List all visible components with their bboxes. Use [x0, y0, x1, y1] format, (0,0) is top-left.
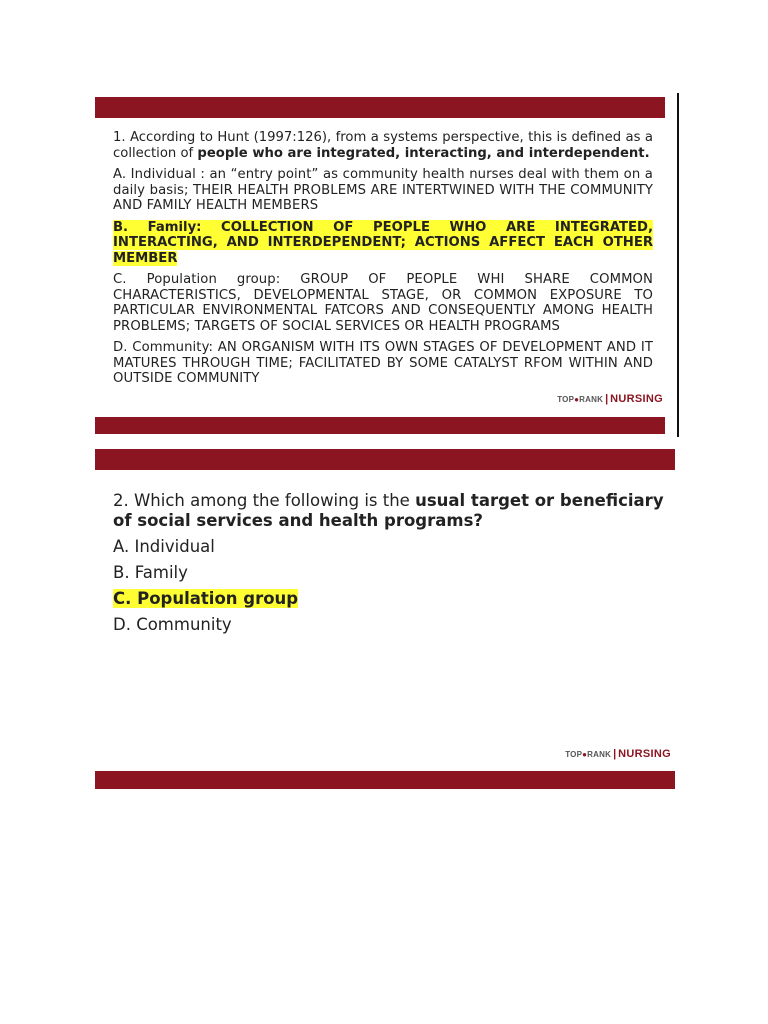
- option-c-answer: C. Population group: [113, 589, 299, 608]
- question-2-text: 2. Which among the following is the usual target or beneficiary of social services and health programs?: [113, 491, 664, 530]
- toprank-nursing-logo: TOP ● RANK | NURSING: [557, 393, 663, 405]
- option-a: A. Individual : an “entry point” as community health nurses deal with them on a daily basis; THEIR HEALTH PROBLEMS ARE INTERTWINED WITH THE COMMUNITY AND FAMILY HEALTH MEMBERS: [113, 167, 653, 213]
- slide-question-1: [95, 97, 665, 437]
- slide-footer-bar: [95, 417, 665, 434]
- question-1-text: 1. According to Hunt (1997:126), from a systems perspective, this is defined as a collection of people who are integrated, interacting, and interdependent.: [113, 130, 653, 161]
- slide-footer-bar: [95, 771, 675, 789]
- option-a: A. Individual: [113, 537, 215, 556]
- toprank-nursing-logo: TOP ● RANK | NURSING: [565, 748, 671, 760]
- question-1-content: [113, 130, 653, 393]
- question-2-content: [113, 491, 673, 641]
- slide-header-bar: [95, 449, 675, 470]
- option-d: D. Community: AN ORGANISM WITH ITS OWN STAGES OF DEVELOPMENT AND IT MATURES THROUGH TIME; FACILITATED BY SOME CATALYST RFOM WITHIN AND OUTSIDE COMMUNITY: [113, 340, 653, 386]
- page-edge-line: [677, 93, 679, 437]
- option-b: B. Family: [113, 563, 188, 582]
- option-b-answer: B. Family: COLLECTION OF PEOPLE WHO ARE INTEGRATED, INTERACTING, AND INTERDEPENDENT; ACTIONS AFFECT EACH OTHER MEMBER: [113, 219, 653, 266]
- option-d: D. Community: [113, 615, 232, 634]
- slide-question-2: [95, 449, 675, 789]
- slide-header-bar: [95, 97, 665, 118]
- option-c: C. Population group: GROUP OF PEOPLE WHI SHARE COMMON CHARACTERISTICS, DEVELOPMENTAL STAGE, OR COMMON EXPOSURE TO PARTICULAR ENVIRONMENTAL FATCORS AND CONSEQUENTLY AMONG HEALTH PROBLEMS; TARGETS OF SOCIAL SERVICES OR HEALTH PROGRAMS: [113, 272, 653, 334]
